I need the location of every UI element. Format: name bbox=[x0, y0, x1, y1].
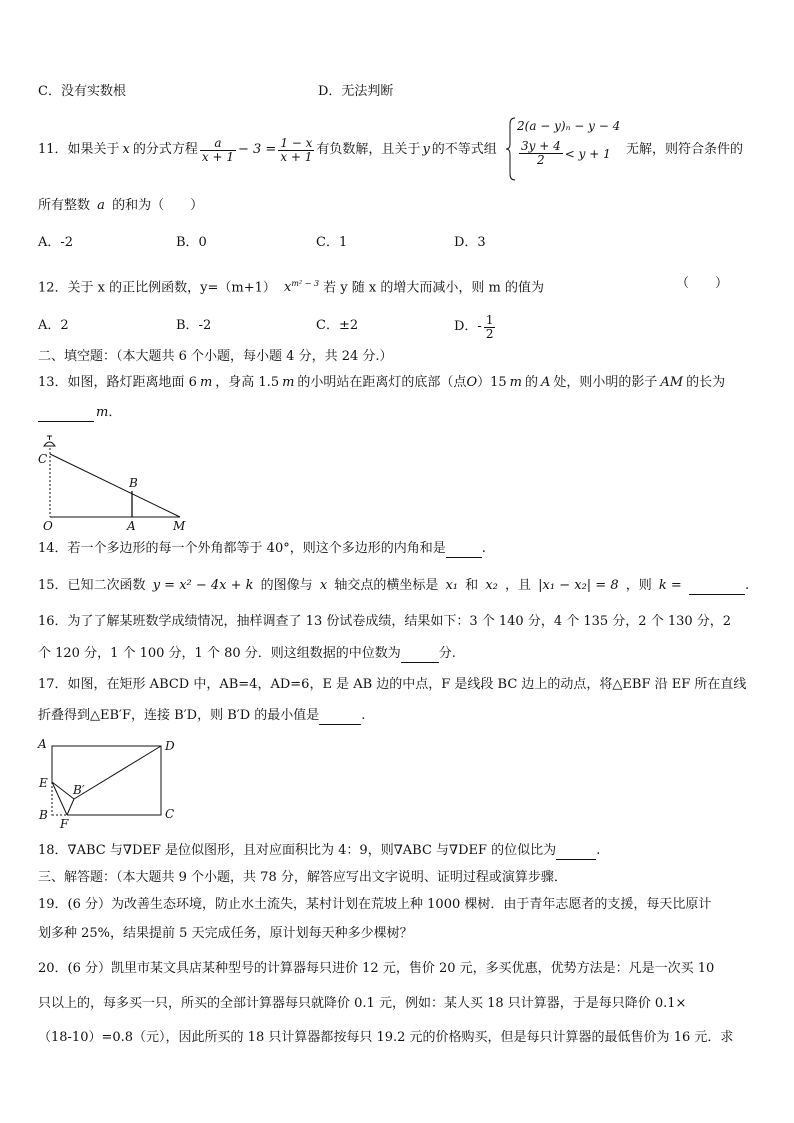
answer-blank[interactable] bbox=[556, 843, 596, 860]
quadratic-function: y = x² − 4x + k bbox=[152, 578, 254, 593]
fraction-1-minus-x bbox=[278, 137, 314, 164]
q11-stem-line1 bbox=[38, 133, 497, 167]
label-c: C bbox=[165, 807, 175, 821]
q12-stem bbox=[38, 276, 544, 296]
period: . bbox=[361, 708, 366, 723]
segment-eb1 bbox=[52, 782, 74, 799]
q12-option-b: B．-2 bbox=[176, 318, 212, 333]
point-o: O bbox=[466, 375, 478, 390]
numerator: 1 bbox=[485, 312, 494, 327]
lamp-icon bbox=[44, 436, 55, 446]
q12-option-d bbox=[454, 312, 497, 342]
q15-stem bbox=[38, 578, 749, 595]
q16-line1: 16．为了了解某班数学成绩情况，抽样调查了 13 份试卷成绩，结果如下：3 个 140 分，4 个 135 分，2 个 130 分，2 bbox=[38, 614, 732, 629]
section-3-heading: 三、解答题：（本大题共 9 个小题，共 78 分，解答应写出文字说明、证明过程或演算步骤． bbox=[38, 870, 567, 885]
q11-line2-post: 的和为（ ） bbox=[112, 198, 204, 213]
q17-rectangle-figure bbox=[34, 736, 184, 832]
label-e: E bbox=[39, 776, 48, 790]
q11-text: 的分式方程 bbox=[132, 142, 198, 157]
fraction-3y-plus-4 bbox=[519, 140, 563, 167]
q13-text: ）15 bbox=[477, 375, 507, 390]
q12-stem-text2: 若 y 随 x 的增大而减小，则 m 的值为 bbox=[323, 280, 544, 296]
q11-option-c: C．1 bbox=[316, 235, 348, 250]
var-x: x bbox=[319, 578, 328, 593]
q19-line2: 划多种 25%，结果提前 5 天完成任务，原计划每天种多少棵树？ bbox=[38, 926, 413, 941]
q16-end: 分. bbox=[438, 646, 456, 661]
numerator: 3y + 4 bbox=[521, 139, 561, 153]
q17-text: 折叠得到△EB′F，连接 B′D，则 B′D 的最小值是 bbox=[38, 708, 320, 723]
label-b: B bbox=[129, 476, 138, 490]
q20-line2: 只以上的，每多买一只，所买的全部计算器每只就降价 0.1 元，例如：某人买 18 只计算器，于是每只降价 0.1× bbox=[38, 996, 687, 1011]
period: . bbox=[596, 843, 601, 858]
q20-line1: 20．(6 分）凯里市某文具店某种型号的计算器每只进价 12 元，售价 20 元，多买优惠，优势方法是：凡是一次买 10 bbox=[38, 961, 715, 976]
var-x: x bbox=[122, 142, 130, 157]
q13-streetlight-figure bbox=[36, 432, 192, 534]
unit-m: m bbox=[509, 375, 522, 390]
denominator: 2 bbox=[537, 153, 545, 167]
label-a: A bbox=[127, 519, 136, 533]
denominator: x + 1 bbox=[201, 149, 234, 164]
answer-blank[interactable] bbox=[689, 578, 745, 595]
unit-m: m bbox=[282, 375, 295, 390]
light-ray bbox=[50, 454, 180, 517]
q15-text: 15．已知二次函数 bbox=[38, 578, 146, 593]
inequality-rhs: < y + 1 bbox=[564, 146, 611, 161]
denominator: 2 bbox=[485, 326, 494, 341]
q18-stem bbox=[38, 843, 600, 860]
q14-stem bbox=[38, 541, 486, 558]
abs-difference: |x₁ − x₂| = 8 bbox=[538, 578, 619, 593]
q12-option-c: C．±2 bbox=[316, 318, 359, 333]
answer-blank[interactable] bbox=[38, 405, 94, 422]
q13-text: 处，则小明的影子 bbox=[553, 375, 658, 390]
segment-am: AM bbox=[660, 375, 684, 390]
q16-line2 bbox=[38, 646, 456, 663]
q18-text: 18．∇ABC 与∇DEF 是位似图形，且对应面积比为 4：9，则∇ABC 与∇DEF 的位似比为 bbox=[38, 843, 557, 858]
fraction-a-over-x-plus-1 bbox=[200, 137, 236, 164]
minus-three: − 3 = bbox=[238, 142, 277, 157]
brace-icon bbox=[505, 116, 517, 182]
q13-text: ，身高 1.5 bbox=[215, 375, 280, 390]
q11-stem-line2 bbox=[38, 198, 203, 214]
q13-text: 的小明站在距离灯的底部（点 bbox=[297, 375, 467, 390]
q11-tail: 无解，则符合条件的 bbox=[626, 142, 744, 157]
q11-line2-pre: 所有整数 bbox=[38, 198, 91, 213]
q20-line3: （18-10）=0.8（元），因此所买的 18 只计算器都按每只 19.2 元的价格购买，但是每只计算器的最低售价为 16 元．求 bbox=[38, 1030, 734, 1045]
q13-text: 的 bbox=[524, 375, 538, 390]
q13-text: 13．如图，路灯距离地面 6 bbox=[38, 375, 197, 390]
q10-option-c: C．没有实数根 bbox=[38, 84, 126, 99]
label-f: F bbox=[60, 817, 69, 831]
q12-answer-paren: （ ） bbox=[676, 276, 729, 291]
unit-m: m bbox=[96, 405, 109, 420]
label-a: A bbox=[38, 737, 47, 751]
q11-intro: 11．如果关于 bbox=[38, 142, 120, 157]
q12-stem-text: 12．关于 x 的正比例函数，y=（m+1） bbox=[38, 280, 276, 296]
label-b-prime: B′ bbox=[73, 783, 85, 797]
q13-text: 的长为 bbox=[686, 375, 726, 390]
q11-option-a: A．-2 bbox=[38, 235, 74, 250]
label-c: C bbox=[38, 452, 48, 466]
label-b: B bbox=[39, 808, 48, 822]
segment-b1f bbox=[67, 799, 74, 815]
var-x1: x₁ bbox=[445, 578, 459, 593]
label-o: O bbox=[43, 519, 53, 533]
label-d: D bbox=[165, 739, 175, 753]
period: . bbox=[744, 578, 750, 593]
numerator: a bbox=[200, 137, 236, 151]
q13-answer-line bbox=[38, 405, 121, 422]
q15-text: 和 bbox=[465, 578, 479, 593]
denominator: x + 1 bbox=[280, 149, 313, 164]
numerator: 1 − x bbox=[280, 135, 313, 150]
inequality-1: 2(a − y)ₙ − y − 4 bbox=[517, 119, 621, 133]
q16-text: 个 120 分，1 个 100 分，1 个 80 分．则这组数据的中位数为 bbox=[38, 646, 401, 661]
q15-text: ，且 bbox=[505, 578, 532, 593]
q11-text2: 有负数解，且关于 bbox=[316, 142, 421, 157]
q19-line1: 19．(6 分）为改善生态环境，防止水土流失，某村计划在荒坡上种 1000 棵树．由于青年志愿者的支援，每天比原计 bbox=[38, 897, 712, 912]
q10-option-d: D．无法判断 bbox=[318, 84, 394, 99]
point-a: A bbox=[541, 375, 551, 390]
q12-option-d-label: D．- bbox=[454, 319, 482, 334]
answer-blank[interactable] bbox=[446, 541, 482, 558]
label-m: M bbox=[173, 519, 186, 533]
q14-text: 14．若一个多边形的每一个外角都等于 40°，则这个多边形的内角和是 bbox=[38, 541, 446, 556]
power-base: x bbox=[284, 280, 292, 296]
segment-b1d bbox=[74, 746, 161, 799]
q15-text: 的图像与 bbox=[260, 578, 313, 593]
q11-option-d: D．3 bbox=[454, 235, 486, 250]
var-a: a bbox=[97, 198, 105, 213]
q11-option-b: B．0 bbox=[176, 235, 207, 250]
q17-line2 bbox=[38, 708, 365, 725]
q17-line1: 17．如图，在矩形 ABCD 中，AB=4，AD=6，E 是 AB 边的中点，F 是线段 BC 边上的动点，将△EBF 沿 EF 所在直线 bbox=[38, 677, 747, 692]
power-exponent: m² − 3 bbox=[291, 279, 320, 288]
fold-line-ef bbox=[52, 782, 67, 815]
var-y: y bbox=[422, 142, 430, 157]
unit-m: m bbox=[199, 375, 213, 390]
q12-option-a: A．2 bbox=[38, 318, 69, 333]
period: . bbox=[481, 541, 486, 556]
q11-text3: 的不等式组 bbox=[431, 142, 497, 157]
period: ． bbox=[108, 405, 122, 420]
fraction-one-half bbox=[484, 314, 496, 341]
answer-blank[interactable] bbox=[319, 708, 361, 725]
q15-text: 轴交点的横坐标是 bbox=[334, 578, 439, 593]
var-k: k = bbox=[658, 578, 682, 593]
inequality-2 bbox=[517, 140, 611, 167]
q13-stem bbox=[38, 375, 725, 391]
var-x2: x₂ bbox=[485, 578, 498, 593]
inequality-system bbox=[505, 116, 623, 182]
answer-blank[interactable] bbox=[401, 646, 439, 663]
section-2-heading: 二、填空题：（本大题共 6 个小题，每小题 4 分，共 24 分.） bbox=[38, 349, 393, 364]
q15-text: ，则 bbox=[625, 578, 652, 593]
